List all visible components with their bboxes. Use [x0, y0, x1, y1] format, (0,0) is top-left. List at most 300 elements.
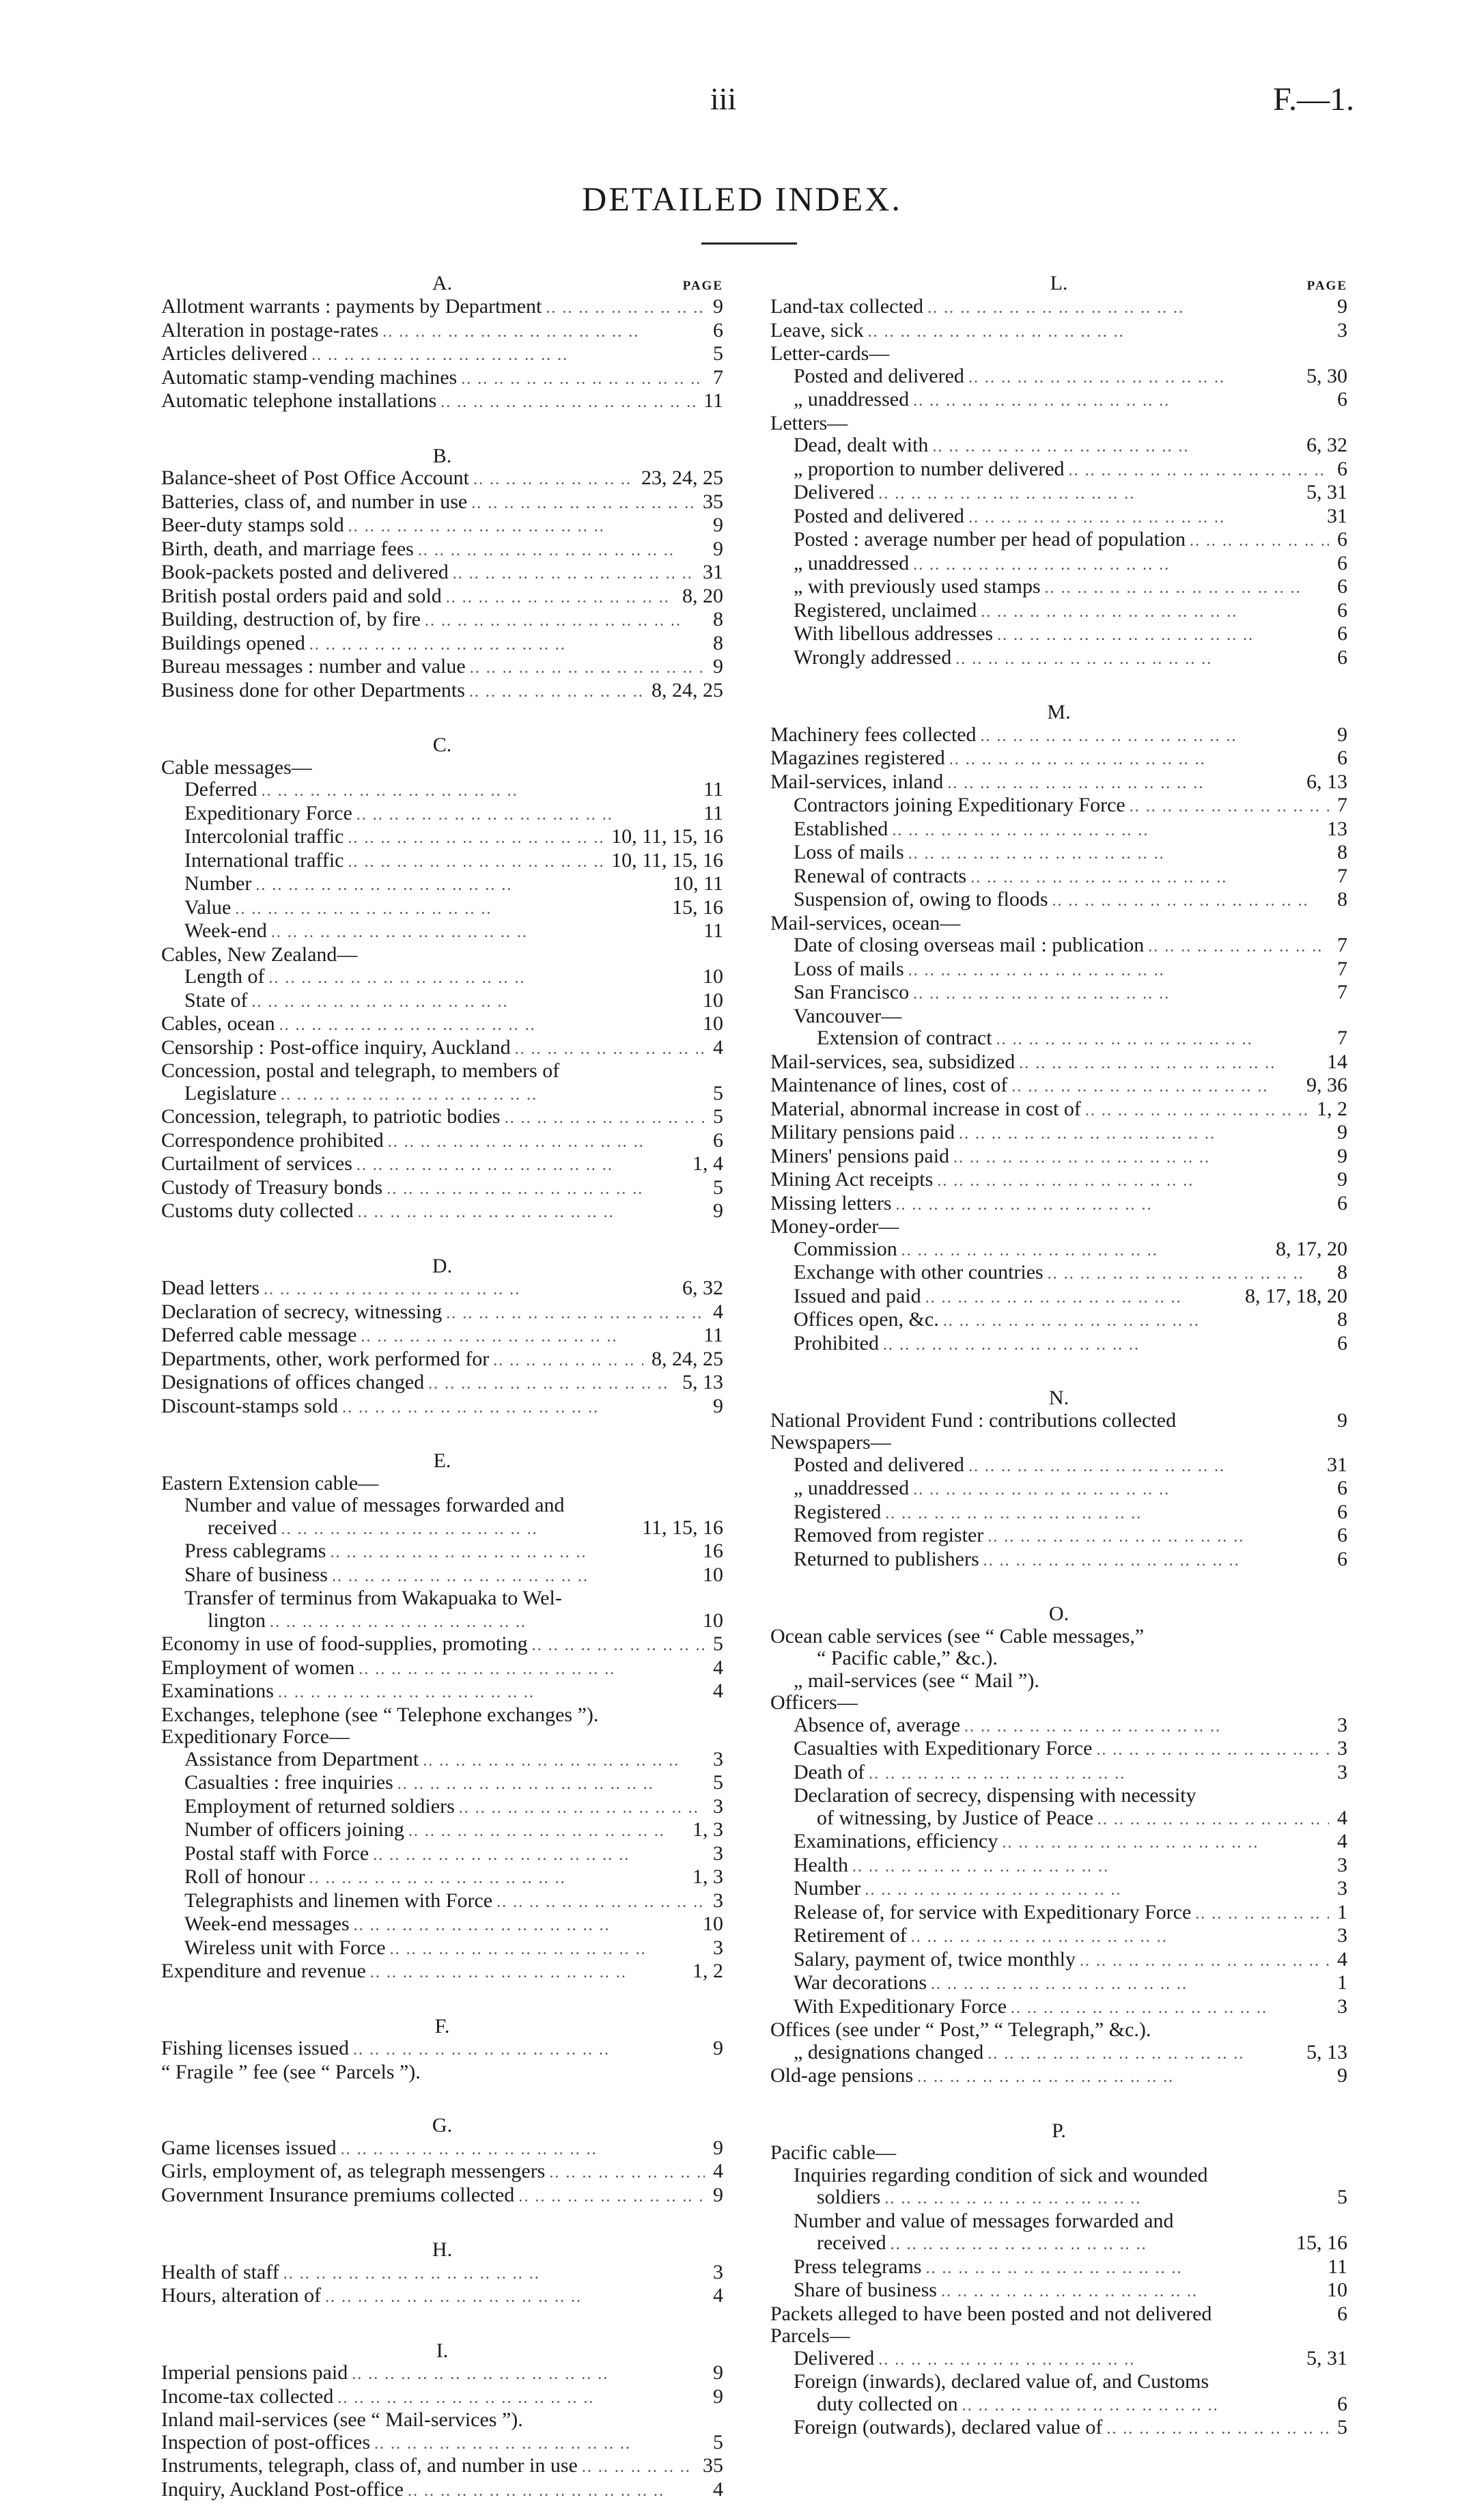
entry-text: Articles delivered: [161, 342, 308, 365]
entry-page: 6: [1337, 457, 1347, 480]
entry-text: Censorship : Post-office inquiry, Auckland: [161, 1035, 511, 1059]
entry-page: 11, 15, 16: [642, 1516, 723, 1539]
index-entry: [161, 2362, 723, 2386]
section-gap: [770, 1572, 1347, 1603]
index-entry: [161, 1657, 723, 1681]
leader-dots: [449, 563, 695, 585]
entry-text: Expenditure and revenue: [161, 1960, 366, 1982]
entry-text: Officers—: [770, 1691, 858, 1714]
entry-text: Press telegrams: [794, 2255, 922, 2278]
entry-page: 5, 31: [1306, 481, 1347, 503]
index-entry: [770, 1074, 1347, 1098]
entry-text: Exchanges, telephone (see “ Telephone exchanges ”).: [161, 1703, 599, 1726]
entry-text: Salary, payment of, twice monthly: [794, 1947, 1076, 1971]
entry-page: 13: [1327, 817, 1347, 840]
leader-dots: [352, 804, 695, 826]
leader-dots: [514, 2186, 705, 2208]
entry-page: 9: [1337, 1408, 1347, 1432]
entry-text: Inland mail-services (see “ Mail-services ”).: [161, 2408, 523, 2431]
index-entry: [161, 1913, 723, 1937]
entry-page: 10, 11, 15, 16: [611, 848, 723, 872]
section-gap: [161, 2309, 723, 2340]
entry-text: Week-end: [184, 919, 267, 942]
index-entry: [161, 873, 723, 897]
leader-dots: [466, 657, 705, 680]
entry-text: Release of, for service with Expeditionary Force: [794, 1900, 1192, 1923]
section-letter: H.: [432, 2238, 453, 2261]
entry-page: 3: [1337, 1877, 1347, 1900]
leader-dots: [257, 780, 696, 803]
entry-text: Miners' pensions paid: [770, 1144, 950, 1167]
entry-text: Number and value of messages forwarded and: [184, 1494, 565, 1516]
index-entry: [161, 826, 723, 850]
leader-dots: [455, 1797, 705, 1820]
section-gap: [770, 2089, 1347, 2120]
section-letter: G.: [432, 2114, 453, 2137]
leader-dots: [1007, 1076, 1298, 1098]
entry-text: Declaration of secrecy, witnessing: [161, 1300, 443, 1323]
entry-page: 6: [1337, 575, 1347, 598]
index-entry: [161, 1819, 723, 1843]
entry-text: Inquiries regarding condition of sick and wounded: [794, 2163, 1208, 2186]
entry-page: 4: [713, 1680, 723, 1702]
entry-page: 4: [1337, 1947, 1347, 1971]
index-entry: [770, 1647, 1347, 1670]
index-entry: [770, 958, 1347, 982]
entry-text: Returned to publishers: [794, 1547, 979, 1570]
page-title: DETAILED INDEX.: [582, 180, 902, 218]
index-entry: [770, 1262, 1347, 1285]
index-entry: [770, 576, 1347, 600]
entry-text: Offices open, &c.: [794, 1308, 939, 1331]
leader-dots: [904, 960, 1329, 982]
entry-page: 10: [703, 1913, 723, 1935]
index-entry: [770, 913, 1347, 935]
leader-dots: [909, 1479, 1329, 1501]
entry-page: 6: [713, 318, 723, 342]
leader-dots: [1144, 936, 1329, 958]
entry-page: 9: [1337, 1121, 1347, 1143]
index-entry: [161, 2409, 723, 2432]
index-entry: [161, 1037, 723, 1061]
leader-dots: [274, 1682, 705, 1704]
entry-text: State of: [184, 988, 248, 1012]
entry-text: Beer-duty stamps sold: [161, 514, 344, 536]
index-entry: [770, 1477, 1347, 1501]
entry-text: Mail-services, ocean—: [770, 911, 961, 934]
leader-dots: [1092, 1739, 1329, 1762]
index-entry: [770, 2042, 1347, 2066]
index-section: [161, 270, 723, 414]
index-entry: [161, 803, 723, 826]
entry-text: “ Fragile ” fee (see “ Parcels ”).: [161, 2060, 421, 2083]
entry-text: „ unaddressed: [794, 1477, 910, 1499]
index-entry: [770, 818, 1347, 842]
entry-text: Number: [184, 872, 252, 895]
index-entry: [770, 2348, 1347, 2372]
leader-dots: [457, 368, 705, 391]
entry-text: Offices (see under “ Post,” “ Telegraph,” &c.).: [770, 2018, 1151, 2041]
entry-page: 7: [1337, 957, 1347, 980]
index-entry: [770, 934, 1347, 958]
entry-page: 4: [713, 1656, 723, 1679]
section-letter: N.: [1048, 1387, 1069, 1409]
entry-page: 8, 24, 25: [652, 678, 723, 701]
entry-page: 9: [713, 295, 723, 318]
entry-page: 14: [1327, 1050, 1347, 1073]
index-entry: [770, 1238, 1347, 1262]
index-entry: [770, 2279, 1347, 2303]
entry-text: Suspension of, owing to floods: [794, 888, 1048, 910]
entry-text: soldiers: [817, 2186, 881, 2208]
entry-page: 10, 11: [673, 872, 723, 895]
leader-dots: [1007, 1997, 1329, 2020]
leader-dots: [966, 867, 1329, 889]
leader-dots: [469, 469, 633, 491]
entry-page: 8: [713, 608, 723, 630]
entry-text: Newspapers—: [770, 1431, 891, 1454]
entry-page: 3: [713, 1936, 723, 1959]
entry-text: Contractors joining Expeditionary Force: [794, 794, 1125, 816]
index-entry: [770, 2232, 1347, 2256]
entry-page: 11: [703, 801, 723, 824]
leader-dots: [923, 297, 1329, 320]
index-entry: [770, 647, 1347, 671]
entry-text: Missing letters: [770, 1191, 892, 1214]
index-entry: [161, 1843, 723, 1867]
entry-text: Delivered: [794, 481, 875, 503]
entry-text: Absence of, average: [794, 1713, 961, 1736]
index-entry: [770, 1285, 1347, 1309]
entry-text: Pacific cable—: [770, 2141, 897, 2164]
entry-text: Inspection of post-offices: [161, 2430, 371, 2453]
entry-text: Letter-cards—: [770, 342, 890, 365]
entry-text: Delivered: [794, 2346, 875, 2369]
index-entry: [161, 514, 723, 538]
index-section: [161, 1255, 723, 1419]
page-column-label: PAGE: [1306, 279, 1347, 293]
leader-dots: [404, 2480, 705, 2503]
entry-page: 6: [1337, 1547, 1347, 1570]
entry-text: Employment of women: [161, 1656, 355, 1679]
entry-text: Concession, postal and telegraph, to members of: [161, 1059, 560, 1082]
index-entry: [770, 1145, 1347, 1169]
index-entry: [161, 2262, 723, 2285]
entry-text: Exchange with other countries: [794, 1261, 1044, 1283]
entry-text: Cable messages—: [161, 755, 312, 779]
index-section: [770, 2120, 1347, 2440]
leader-dots: [393, 1773, 705, 1796]
leader-dots: [366, 1962, 684, 1984]
entry-page: 4: [713, 1035, 723, 1059]
entry-page: 4: [713, 2284, 723, 2307]
leader-dots: [907, 1926, 1329, 1949]
entry-text: Magazines registered: [770, 747, 945, 769]
index-entry: [161, 1517, 723, 1541]
section-letter: M.: [1047, 701, 1071, 723]
leader-dots: [913, 2066, 1329, 2089]
index-entry: [161, 367, 723, 391]
entry-page: 1, 2: [1317, 1097, 1347, 1120]
entry-text: Deferred: [184, 778, 257, 801]
index-entry: [770, 1762, 1347, 1785]
entry-text: „ mail-services (see “ Mail ”).: [794, 1669, 1039, 1692]
entry-text: Transfer of terminus from Wakapuaka to Wel-: [184, 1587, 562, 1609]
entry-text: Number: [794, 1877, 861, 1900]
index-entry: [161, 1749, 723, 1772]
entry-page: 9: [713, 537, 723, 560]
index-entry: [770, 982, 1347, 1005]
leader-dots: [277, 1518, 634, 1541]
index-section: [161, 2115, 723, 2208]
index-entry: [161, 850, 723, 874]
entry-page: 5, 31: [1306, 2346, 1347, 2369]
entry-text: Alteration in postage-rates: [161, 318, 379, 342]
entry-page: 9: [713, 1394, 723, 1417]
index-entry: [770, 1005, 1347, 1028]
entry-page: 11: [703, 389, 723, 412]
entry-text: Cables, ocean: [161, 1012, 275, 1035]
leader-dots: [421, 610, 705, 632]
leader-dots: [542, 297, 705, 320]
leader-dots: [386, 1938, 705, 1961]
entry-page: 11: [1328, 2255, 1347, 2278]
entry-page: 11: [703, 778, 723, 801]
index-entry: [770, 1410, 1347, 1432]
index-section: [770, 270, 1347, 670]
index-column-left: [161, 270, 723, 2502]
entry-text: Employment of returned soldiers: [184, 1794, 455, 1818]
leader-dots: [326, 1542, 695, 1564]
leader-dots: [909, 554, 1329, 576]
index-entry: [161, 1866, 723, 1890]
entry-text: Imperial pensions paid: [161, 2361, 348, 2384]
entry-text: Concession, telegraph, to patriotic bodies: [161, 1105, 501, 1128]
leader-dots: [964, 507, 1319, 529]
entry-text: Instruments, telegraph, class of, and number in use: [161, 2454, 578, 2477]
leader-dots: [424, 1373, 674, 1395]
entry-text: Postal staff with Force: [184, 1841, 369, 1865]
index-section: [770, 1603, 1347, 2089]
entry-text: Press cablegrams: [184, 1540, 326, 1562]
index-section: [770, 701, 1347, 1356]
index-entry: [770, 2065, 1347, 2089]
leader-dots: [231, 898, 664, 921]
entry-page: 31: [703, 561, 723, 583]
entry-page: 9: [713, 2361, 723, 2384]
entry-text: Casualties : free inquiries: [184, 1771, 393, 1794]
entry-page: 9: [1337, 295, 1347, 318]
leader-dots: [266, 1611, 695, 1634]
entry-page: 9: [1337, 723, 1347, 746]
entry-page: 1, 2: [692, 1960, 723, 1982]
section-header: [161, 270, 723, 296]
index-entry: [770, 2371, 1347, 2393]
index-entry: [161, 680, 723, 704]
leader-dots: [1041, 577, 1329, 600]
entry-page: 9: [713, 2384, 723, 2408]
index-entry: [770, 1548, 1347, 1572]
entry-page: 7: [1337, 794, 1347, 816]
index-entry: [770, 1692, 1347, 1714]
index-entry: [770, 1626, 1347, 1648]
index-entry: [161, 2061, 723, 2084]
section-letter: A.: [432, 272, 453, 294]
entry-text: Week-end messages: [184, 1913, 350, 1935]
entry-page: 9: [1337, 2064, 1347, 2087]
index-entry: [770, 1972, 1347, 1996]
leader-dots: [384, 1131, 705, 1154]
entry-text: Inquiry, Auckland Post-office: [161, 2477, 404, 2501]
index-entry: [161, 1587, 723, 1610]
entry-page: 1, 3: [692, 1818, 723, 1841]
entry-text: Mining Act receipts: [770, 1168, 934, 1191]
index-entry: [770, 1454, 1347, 1478]
entry-text: received: [817, 2231, 886, 2254]
leader-dots: [442, 1303, 705, 1325]
entry-page: 4: [713, 1300, 723, 1323]
entry-text: Correspondence prohibited: [161, 1128, 384, 1152]
leader-dots: [860, 1879, 1329, 1902]
entry-text: Automatic telephone installations: [161, 389, 437, 412]
leader-dots: [251, 874, 664, 897]
index-entry: [770, 320, 1347, 344]
index-entry: [161, 757, 723, 779]
entry-text: Renewal of contracts: [794, 864, 967, 887]
leader-dots: [357, 1326, 696, 1348]
index-entry: [161, 2479, 723, 2503]
index-entry: [161, 1083, 723, 1107]
entry-text: Birth, death, and marriage fees: [161, 537, 414, 560]
entry-page: 5: [713, 1632, 723, 1655]
index-entry: [161, 343, 723, 367]
section-gap: [770, 670, 1347, 701]
entry-page: 3: [1337, 1853, 1347, 1876]
index-entry: [770, 1098, 1347, 1122]
index-entry: [770, 2210, 1347, 2233]
entry-page: 11: [703, 919, 723, 942]
leader-dots: [1015, 1053, 1319, 1075]
entry-text: Casualties with Expeditionary Force: [794, 1737, 1093, 1760]
entry-page: 6: [1337, 388, 1347, 411]
entry-text: Number of officers joining: [184, 1818, 404, 1841]
entry-text: With Expeditionary Force: [794, 1994, 1007, 2018]
leader-dots: [880, 2188, 1329, 2210]
leader-dots: [909, 390, 1329, 413]
index-entry: [770, 865, 1347, 889]
entry-page: 8, 17, 20: [1276, 1237, 1347, 1260]
entry-page: 3: [1337, 1760, 1347, 1783]
index-entry: [770, 1432, 1347, 1454]
leader-dots: [879, 1334, 1329, 1357]
entry-text: Deferred cable message: [161, 1324, 357, 1346]
leader-dots: [378, 321, 705, 344]
index-entry: [161, 2184, 723, 2208]
index-entry: [161, 390, 723, 414]
index-section: [161, 2340, 723, 2503]
entry-page: 6, 32: [1306, 434, 1347, 456]
entry-page: 5: [713, 1081, 723, 1104]
entry-text: Material, abnormal increase in cost of: [770, 1097, 1081, 1120]
entry-text: Examinations, efficiency: [794, 1830, 998, 1852]
leader-dots: [354, 1201, 705, 1224]
leader-dots: [998, 1832, 1329, 1854]
index-entry: [161, 467, 723, 491]
entry-text: Fishing licenses issued: [161, 2037, 349, 2059]
section-letter: B.: [432, 444, 452, 467]
entry-page: 5: [713, 342, 723, 365]
entry-text: of witnessing, by Justice of Peace: [817, 1806, 1093, 1829]
entry-page: 1: [1337, 1971, 1347, 1994]
index-entry: [770, 434, 1347, 458]
index-entry: [161, 1937, 723, 1961]
entry-text: Departments, other, work performed for: [161, 1347, 490, 1370]
entry-text: Date of closing overseas mail : publication: [794, 934, 1145, 956]
entry-text: Mail-services, sea, subsidized: [770, 1050, 1016, 1073]
index-entry: [770, 389, 1347, 413]
leader-dots: [267, 921, 695, 944]
entry-text: British postal orders paid and sold: [161, 584, 442, 607]
entry-text: Letters—: [770, 411, 848, 434]
entry-page: 23, 24, 25: [641, 467, 723, 489]
entry-text: Hours, alteration of: [161, 2284, 322, 2307]
index-entry: [770, 365, 1347, 389]
leader-dots: [442, 587, 674, 609]
index-section: [770, 1387, 1347, 1572]
leader-dots: [951, 648, 1329, 671]
leader-dots: [964, 1456, 1319, 1478]
entry-page: 3: [713, 1889, 723, 1912]
leader-dots: [344, 851, 604, 874]
entry-page: 4: [713, 2160, 723, 2182]
entry-text: Eastern Extension cable—: [161, 1471, 379, 1494]
leader-dots: [933, 1170, 1329, 1193]
entry-text: Death of: [794, 1760, 865, 1783]
leader-dots: [414, 540, 705, 562]
index-entry: [161, 944, 723, 967]
leader-dots: [979, 1550, 1329, 1572]
entry-text: Share of business: [794, 2279, 937, 2301]
index-entry: [770, 1902, 1347, 1925]
section-gap: [161, 414, 723, 445]
entry-page: 6: [1337, 645, 1347, 669]
entry-text: Extension of contract: [817, 1027, 992, 1049]
leader-dots: [337, 2139, 705, 2161]
index-entry: [161, 296, 723, 320]
index-entry: [770, 296, 1347, 320]
leader-dots: [578, 2456, 695, 2479]
leader-dots: [501, 1107, 705, 1130]
leader-dots: [1044, 1263, 1329, 1285]
entry-page: 7: [1337, 934, 1347, 956]
section-letter: I.: [436, 2339, 449, 2362]
entry-page: 10: [703, 1012, 723, 1035]
section-gap: [161, 703, 723, 734]
entry-text: Mail-services, inland: [770, 770, 944, 793]
leader-dots: [275, 1014, 695, 1037]
index-entry: [770, 413, 1347, 435]
section-letter: E.: [433, 1449, 451, 1472]
entry-page: 10: [1327, 2279, 1347, 2301]
leader-dots: [354, 1658, 705, 1681]
entry-text: Legislature: [184, 1081, 277, 1104]
entry-page: 5: [713, 1105, 723, 1128]
leader-dots: [921, 2257, 1319, 2280]
entry-page: 5: [713, 2430, 723, 2453]
leader-dots: [489, 1350, 643, 1372]
entry-page: 4: [1337, 1830, 1347, 1852]
index-entry: [161, 1726, 723, 1749]
